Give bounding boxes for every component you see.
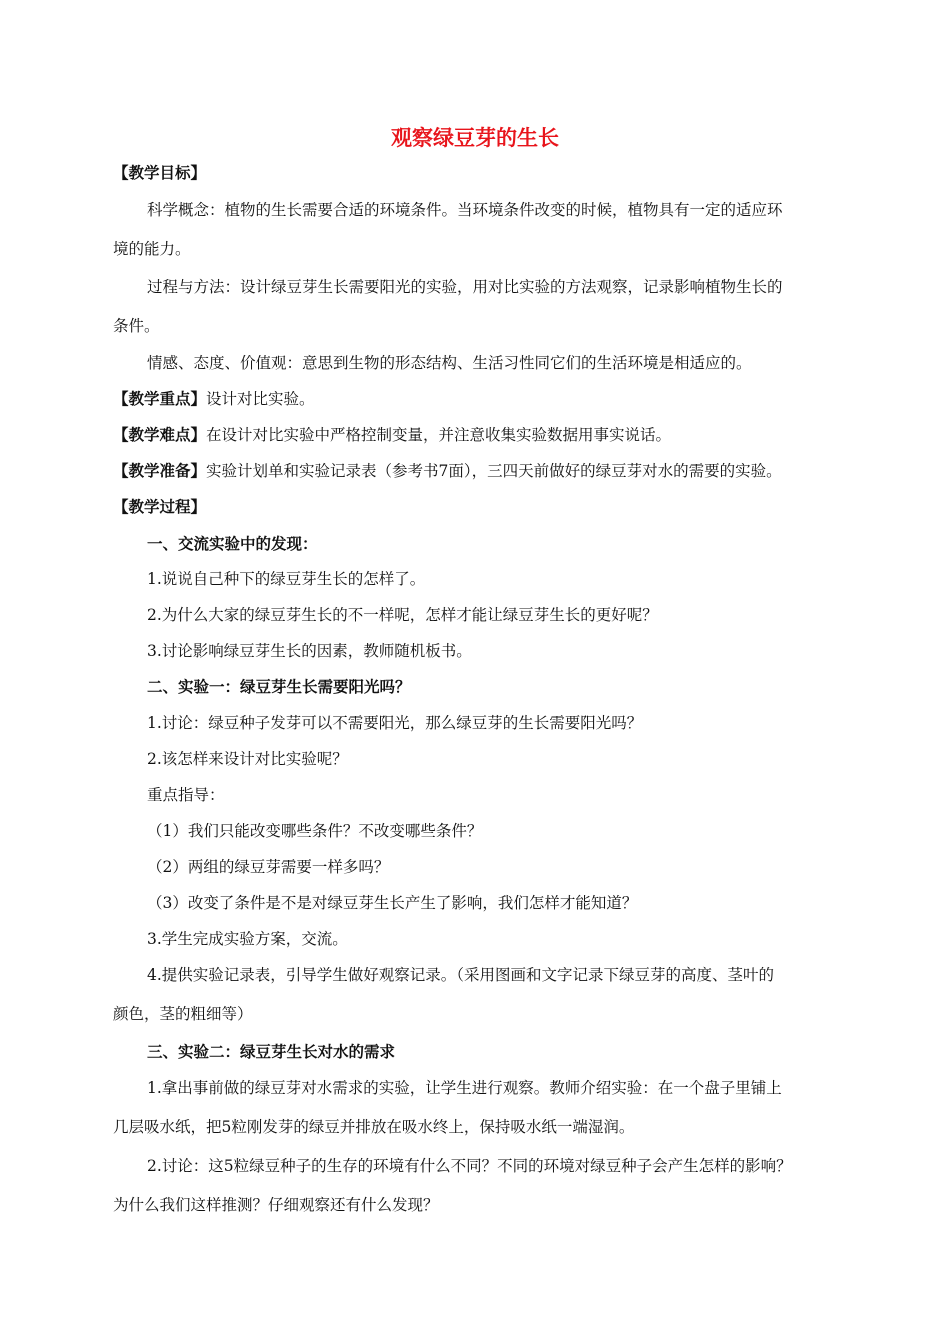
- process-heading: 【教学过程】: [113, 497, 207, 516]
- focus-label: 【教学重点】: [113, 389, 207, 408]
- difficulty-row: [113, 424, 843, 446]
- goals-attitude: 情感、态度、价值观：意思到生物的形态结构、生活习性同它们的生活环境是相适应的。: [147, 354, 752, 372]
- section-3-item-2-line-1: 2.讨论：这5粒绿豆种子的生存的环境有什么不同？不同的环境对绿豆种子会产生怎样的影响？: [147, 1157, 792, 1175]
- focus-row: [113, 388, 843, 410]
- section-2-item-4-line-2: 颜色，茎的粗细等）: [113, 1005, 253, 1023]
- section-2-item-3: 3.学生完成实验方案，交流。: [147, 930, 348, 948]
- section-1-item: 3.讨论影响绿豆芽生长的因素，教师随机板书。: [147, 642, 472, 660]
- section-2-item-1: 1.讨论：绿豆种子发芽可以不需要阳光，那么绿豆芽的生长需要阳光吗？: [147, 714, 643, 732]
- section-3-item-1-line-1: 1.拿出事前做的绿豆芽对水需求的实验，让学生进行观察。教师介绍实验：在一个盘子里铺上: [147, 1079, 782, 1097]
- difficulty-label: 【教学难点】: [113, 425, 207, 444]
- section-1-item: 2.为什么大家的绿豆芽生长的不一样呢，怎样才能让绿豆芽生长的更好呢？: [147, 606, 658, 624]
- section-1-item: 1.说说自己种下的绿豆芽生长的怎样了。: [147, 570, 426, 588]
- section-2-heading: 二、实验一：绿豆芽生长需要阳光吗？: [147, 677, 411, 696]
- section-2-sub-item: （3）改变了条件是不是对绿豆芽生长产生了影响，我们怎样才能知道？: [147, 894, 638, 912]
- section-2-item-2: 2.该怎样来设计对比实验呢？: [147, 750, 348, 768]
- goals-heading: 【教学目标】: [113, 163, 207, 182]
- section-3-item-2-line-2: 为什么我们这样推测？仔细观察还有什么发现？: [113, 1196, 439, 1214]
- section-3-item-1-line-2: 几层吸水纸，把5粒刚发芽的绿豆并排放在吸水终上，保持吸水纸一端湿润。: [113, 1118, 635, 1136]
- goals-process-line-1: 过程与方法：设计绿豆芽生长需要阳光的实验，用对比实验的方法观察，记录影响植物生长的: [147, 278, 783, 296]
- goals-process-line-2: 条件。: [113, 317, 160, 335]
- page-title: 观察绿豆芽的生长: [391, 125, 559, 150]
- focus-text: 设计对比实验。: [206, 390, 315, 408]
- section-1-heading: 一、交流实验中的发现：: [147, 534, 318, 553]
- preparation-text: 实验计划单和实验记录表（参考书7面），三四天前做好的绿豆芽对水的需要的实验。: [206, 462, 782, 480]
- section-2-sub-item: （1）我们只能改变哪些条件？不改变哪些条件？: [147, 822, 483, 840]
- goals-concept-line-1: 科学概念：植物的生长需要合适的环境条件。当环境条件改变的时候，植物具有一定的适应环: [147, 201, 783, 219]
- section-3-heading: 三、实验二：绿豆芽生长对水的需求: [147, 1042, 396, 1061]
- difficulty-text: 在设计对比实验中严格控制变量，并注意收集实验数据用事实说话。: [206, 426, 672, 444]
- section-2-item-4-line-1: 4.提供实验记录表，引导学生做好观察记录。（采用图画和文字记录下绿豆芽的高度、茎叶的: [147, 966, 775, 984]
- section-2-guide-label: 重点指导：: [147, 786, 225, 804]
- preparation-label: 【教学准备】: [113, 461, 207, 480]
- goals-concept-line-2: 境的能力。: [113, 240, 191, 258]
- section-2-sub-item: （2）两组的绿豆芽需要一样多吗？: [147, 858, 390, 876]
- preparation-row: [113, 460, 843, 482]
